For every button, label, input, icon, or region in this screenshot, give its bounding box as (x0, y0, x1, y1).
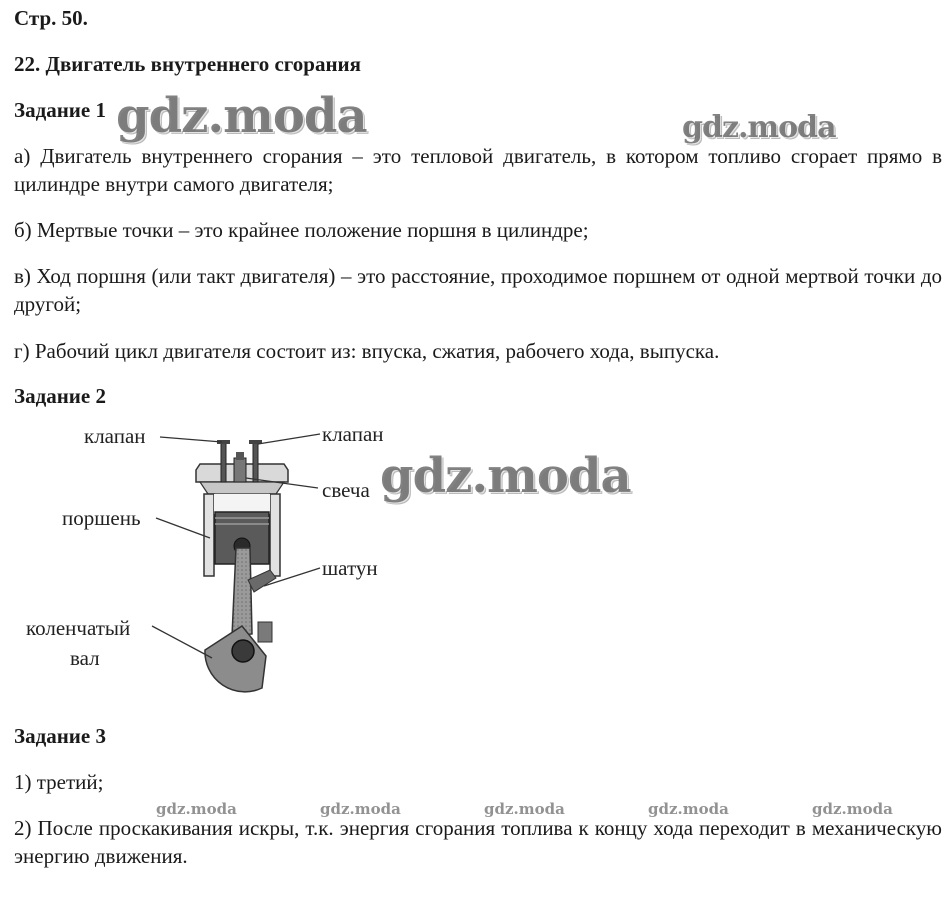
label-connecting-rod: шатун (322, 556, 378, 580)
label-spark-plug: свеча (322, 478, 370, 502)
section-title: 22. Двигатель внутреннего сгорания (14, 52, 362, 76)
watermark-small-3: gdz.moda (484, 800, 565, 818)
crankshaft (205, 622, 272, 692)
task1-title: Задание 1 (14, 98, 106, 122)
task1-answer-b: б) Мертвые точки – это крайнее положение поршня в цилиндре; (14, 218, 589, 242)
watermark-small-1: gdz.moda (156, 800, 237, 818)
watermark-small-5: gdz.moda (812, 800, 893, 818)
task3-title: Задание 3 (14, 724, 106, 748)
watermark-small-2: gdz.moda (320, 800, 401, 818)
task2-title: Задание 2 (14, 384, 106, 408)
watermark-large-2: gdz.moda (682, 110, 836, 145)
task1-answer-c: в) Ход поршня (или такт двигателя) – это расстояние, проходимое поршнем от одной мертвой точки до другой; (14, 264, 942, 316)
task1-answer-a: а) Двигатель внутреннего сгорания – это тепловой двигатель, в котором топливо сгорает прямо в цилиндре внутри самого двигателя; (14, 144, 942, 196)
watermark-large-1: gdz.moda (116, 88, 367, 144)
task3-answer-1: 1) третий; (14, 770, 104, 794)
task1-answer-d: г) Рабочий цикл двигателя состоит из: впуска, сжатия, рабочего хода, выпуска. (14, 339, 720, 363)
task3-answer-2: 2) После проскакивания искры, т.к. энергия сгорания топлива к концу хода переходит в механическую энергию движения. (14, 816, 942, 868)
spark-plug (234, 452, 246, 482)
watermark-large-3: gdz.moda (380, 448, 631, 504)
label-valve-right: клапан (322, 422, 384, 446)
page-number: Стр. 50. (14, 6, 88, 30)
label-crankshaft-line2: вал (70, 646, 100, 670)
label-piston: поршень (62, 506, 141, 530)
label-crankshaft-line1: коленчатый (26, 616, 131, 640)
label-valve-left: клапан (84, 424, 146, 448)
watermark-small-4: gdz.moda (648, 800, 729, 818)
